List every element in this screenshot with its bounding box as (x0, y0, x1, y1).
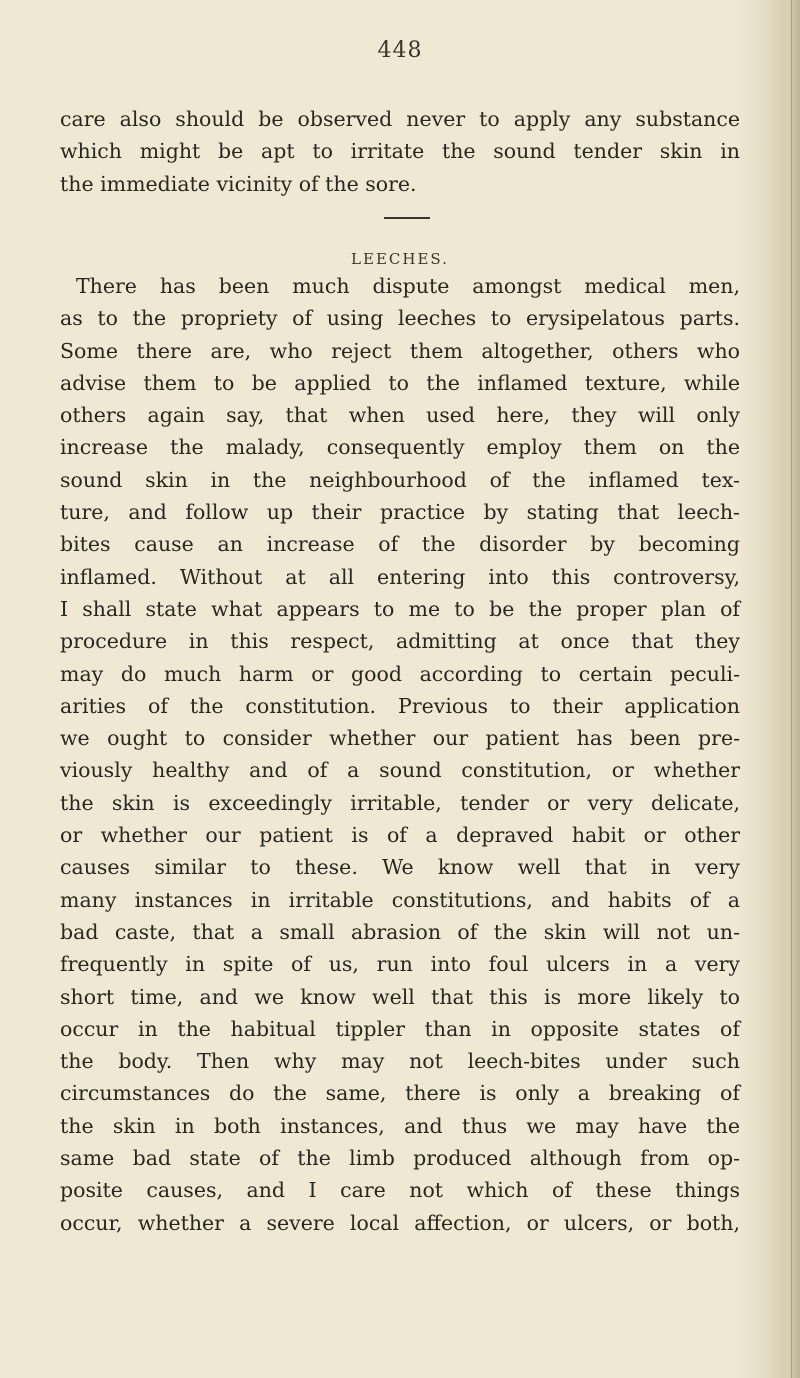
page-number: 448 (377, 38, 423, 63)
text-line: the skin is exceedingly irritable, tender or very delicate, (60, 790, 740, 815)
text-line: occur in the habitual tippler than in opposite states of (60, 1016, 740, 1041)
text-line: or whether our patient is of a depraved habit or other (60, 823, 740, 848)
text-line: increase the malady, consequently employ them on the (60, 435, 740, 460)
text-line: sound skin in the neighbourhood of the inflamed tex- (60, 467, 740, 492)
text-line: as to the propriety of using leeches to erysipelatous parts. (60, 306, 740, 331)
text-line: circumstances do the same, there is only a breaking of (60, 1081, 740, 1106)
text-line: advise them to be applied to the inflamed texture, while (60, 370, 740, 395)
text-line: frequently in spite of us, run into foul ulcers in a very (60, 952, 740, 977)
text-line: occur, whether a severe local affection, or ulcers, or both, (60, 1210, 740, 1235)
body-paragraph (60, 270, 740, 1239)
text-line: posite causes, and I care not which of these things (60, 1178, 740, 1203)
text-line: care also should be observed never to apply any substance (60, 107, 740, 131)
text-line: may do much harm or good according to certain peculi- (60, 661, 740, 686)
section-divider (384, 217, 430, 219)
text-line: many instances in irritable constitutions, and habits of a (60, 887, 740, 912)
section-heading: LEECHES. (351, 250, 449, 268)
text-line: arities of the constitution. Previous to their application (60, 693, 740, 718)
text-line: bad caste, that a small abrasion of the skin will not un- (60, 919, 740, 944)
text-line: bites cause an increase of the disorder by becoming (60, 532, 740, 557)
text-line: inflamed. Without at all entering into this controversy, (60, 564, 740, 589)
text-line: the body. Then why may not leech-bites under such (60, 1049, 740, 1074)
text-line: ture, and follow up their practice by stating that leech- (60, 500, 740, 525)
opening-paragraph (60, 103, 740, 200)
text-line: There has been much dispute amongst medical men, (76, 274, 740, 298)
text-line: we ought to consider whether our patient has been pre- (60, 726, 740, 751)
text-line: I shall state what appears to me to be the proper plan of (60, 596, 740, 621)
text-line: causes similar to these. We know well that in very (60, 855, 740, 880)
page-edge-line (791, 0, 792, 1378)
text-line: Some there are, who reject them altogether, others who (60, 338, 740, 363)
text-line: same bad state of the limb produced although from op- (60, 1146, 740, 1171)
text-line: others again say, that when used here, they will only (60, 403, 740, 428)
text-line: the skin in both instances, and thus we may have the (60, 1113, 740, 1138)
text-line: the immediate vicinity of the sore. (60, 171, 417, 196)
text-line: procedure in this respect, admitting at once that they (60, 629, 740, 654)
page-edge (786, 0, 800, 1378)
text-line: viously healthy and of a sound constitution, or whether (60, 758, 740, 783)
text-line: which might be apt to irritate the sound tender skin in (60, 139, 740, 164)
text-line: short time, and we know well that this is more likely to (60, 984, 740, 1009)
